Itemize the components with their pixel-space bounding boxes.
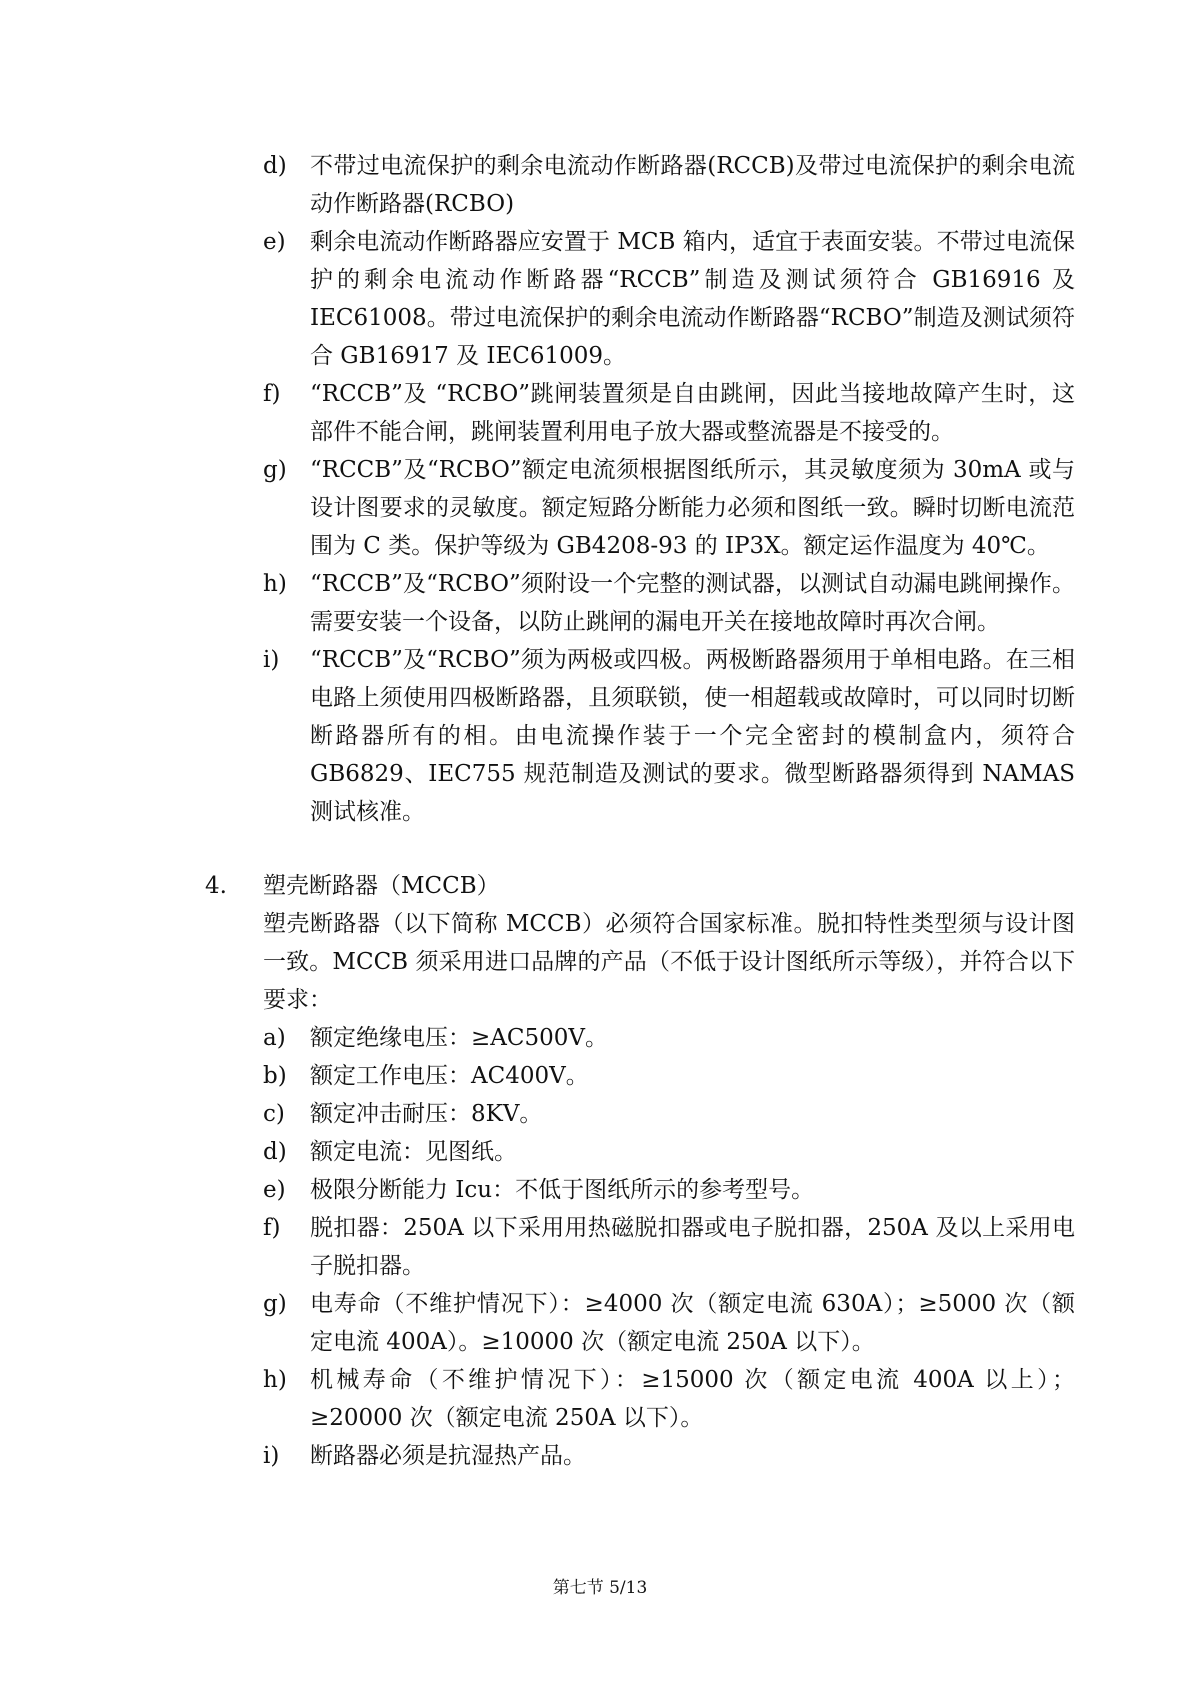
item-text: 额定工作电压：AC400V。: [310, 1063, 589, 1089]
item-label: f): [263, 1215, 281, 1241]
list-item: [0, 641, 1075, 831]
item-label: h): [263, 571, 287, 597]
item-text: 额定冲击耐压：8KV。: [310, 1101, 543, 1127]
item-label: i): [263, 1443, 280, 1469]
item-label: c): [263, 1101, 285, 1127]
section-title: 塑壳断路器（MCCB）: [263, 873, 500, 899]
item-label: e): [263, 1177, 286, 1203]
item-label: g): [263, 1291, 287, 1317]
item-text: 不带过电流保护的剩余电流动作断路器(RCCB)及带过电流保护的剩余电流动作断路器(RCBO): [310, 153, 1075, 217]
item-label: g): [263, 457, 287, 483]
list-item: [0, 1095, 1075, 1133]
section-heading: [0, 867, 1200, 905]
list-item: [0, 1057, 1075, 1095]
list-item: [0, 1437, 1075, 1475]
item-label: b): [263, 1063, 287, 1089]
item-label: h): [263, 1367, 287, 1393]
item-label: f): [263, 381, 281, 407]
list-item: [0, 1361, 1075, 1437]
item-text: “RCCB”及“RCBO”须附设一个完整的测试器，以测试自动漏电跳闸操作。需要安装一个设备，以防止跳闸的漏电开关在接地故障时再次合闸。: [310, 571, 1075, 635]
list-item: [0, 375, 1075, 451]
item-text: 额定绝缘电压：≥AC500V。: [310, 1025, 608, 1051]
item-text: 断路器必须是抗湿热产品。: [310, 1443, 586, 1469]
list-item: [0, 451, 1075, 565]
item-text: “RCCB”及 “RCBO”跳闸装置须是自由跳闸，因此当接地故障产生时，这部件不能合闸，跳闸装置利用电子放大器或整流器是不接受的。: [310, 381, 1075, 445]
item-label: d): [263, 153, 287, 179]
section-number: 4.: [205, 873, 227, 899]
item-text: 电寿命（不维护情况下）：≥4000 次（额定电流 630A）；≥5000 次（额定电流 400A）。≥10000 次（额定电流 250A 以下）。: [310, 1291, 1075, 1355]
item-label: a): [263, 1025, 286, 1051]
item-text: 脱扣器：250A 以下采用用热磁脱扣器或电子脱扣器，250A 及以上采用电子脱扣器。: [310, 1215, 1075, 1279]
item-text: 额定电流：见图纸。: [310, 1139, 517, 1165]
list-item: [0, 1209, 1075, 1285]
page-footer: 第七节 5/13: [552, 1578, 648, 1598]
list-item: [0, 1019, 1075, 1057]
item-label: e): [263, 229, 286, 255]
list-item: [0, 223, 1075, 375]
list-item: [0, 147, 1075, 223]
section-mccb: [0, 867, 1200, 1475]
item-text: “RCCB”及“RCBO”须为两极或四极。两极断路器须用于单相电路。在三相电路上须使用四极断路器，且须联锁，使一相超载或故障时，可以同时切断断路器所有的相。由电流操作装于一个完全密封的模制盒内，须符合 GB6829、IEC755 规范制造及测试的要求。微型断路器须得到 NAMAS 测试核准。: [310, 647, 1075, 825]
item-text: 极限分断能力 Icu：不低于图纸所示的参考型号。: [310, 1177, 815, 1203]
item-text: “RCCB”及“RCBO”额定电流须根据图纸所示，其灵敏度须为 30mA 或与设计图要求的灵敏度。额定短路分断能力必须和图纸一致。瞬时切断电流范围为 C 类。保护等级为 GB4208-93 的 IP3X。额定运作温度为 40℃。: [310, 457, 1075, 559]
item-label: i): [263, 647, 280, 673]
list-item: [0, 1171, 1075, 1209]
list-item: [0, 1133, 1075, 1171]
section-intro: 塑壳断路器（以下简称 MCCB）必须符合国家标准。脱扣特性类型须与设计图一致。MCCB 须采用进口品牌的产品（不低于设计图纸所示等级），并符合以下要求：: [263, 911, 1075, 1013]
list-item: [0, 565, 1075, 641]
page-content: [0, 147, 1200, 1475]
item-text: 机械寿命（不维护情况下）：≥15000 次（额定电流 400A 以上）；≥20000 次（额定电流 250A 以下）。: [310, 1367, 1075, 1431]
item-label: d): [263, 1139, 287, 1165]
list-item: [0, 1285, 1075, 1361]
item-text: 剩余电流动作断路器应安置于 MCB 箱内，适宜于表面安装。不带过电流保护的剩余电流动作断路器“RCCB”制造及测试须符合 GB16916 及 IEC61008。带过电流保护的剩余电流动作断路器“RCBO”制造及测试须符合 GB16917 及 IEC61009。: [310, 229, 1075, 369]
